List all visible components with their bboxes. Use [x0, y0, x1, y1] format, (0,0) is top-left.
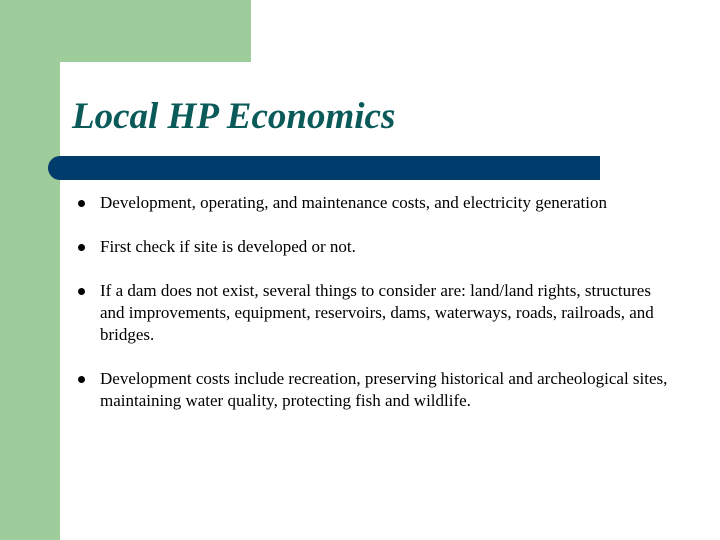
bullet-text: Development, operating, and maintenance costs, and electricity generation	[100, 193, 607, 212]
bullet-text: If a dam does not exist, several things to consider are: land/land rights, structures and improvements, equipment, reservoirs, dams, waterways, roads, railroads, and bridges.	[100, 281, 654, 344]
bullet-item	[78, 236, 678, 258]
bullet-dot-icon	[78, 288, 85, 295]
bullet-dot-icon	[78, 376, 85, 383]
title-bar	[60, 156, 600, 180]
green-accent-left	[0, 0, 60, 540]
bullet-dot-icon	[78, 244, 85, 251]
bullet-text: Development costs include recreation, preserving historical and archeological sites, maintaining water quality, protecting fish and wildlife.	[100, 369, 668, 410]
bullet-dot-icon	[78, 200, 85, 207]
bullet-text: First check if site is developed or not.	[100, 237, 356, 256]
bullet-item	[78, 280, 678, 346]
bullet-item	[78, 192, 678, 214]
bullet-list	[78, 192, 678, 412]
bullet-item	[78, 368, 678, 412]
slide-title: Local HP Economics	[72, 96, 396, 137]
